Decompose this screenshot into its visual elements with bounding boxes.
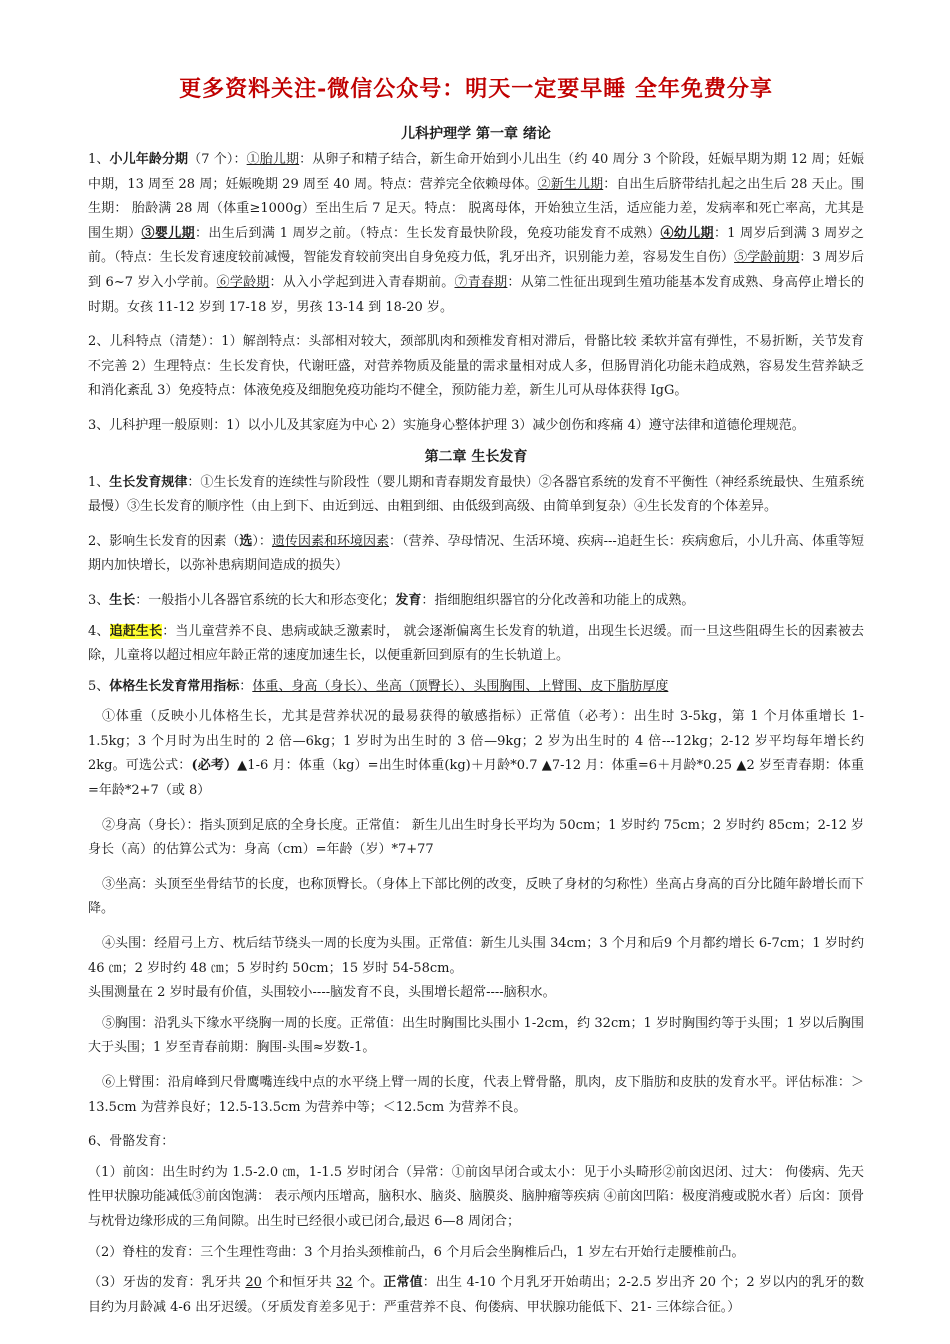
paragraph-growth-indicators: 5、体格生长发育常用指标：体重、身高（身长）、坐高（顶臀长）、头围胸围、上臂围、皮下脂肪厚度 (88, 678, 669, 694)
paragraph-growth-definition: 3、生长：一般指小儿各器官系统的长大和形态变化；发育：指细胞组织器官的分化改善和功能上的成熟。 (88, 592, 695, 608)
chapter-2-title: 第二章 生长发育 (424, 448, 528, 465)
paragraph-height: ②身高（身长）：指头顶到足底的全身长度。正常值： 新生儿出生时身长平均为 50cm；1 岁时约 75cm；2 岁时约 85cm；2-12 岁身长（高）的估算公式为：身高（cm）=年龄（岁）*7+77 (88, 817, 864, 858)
paragraph-fontanelle: （1）前囟：出生时约为 1.5-2.0 ㎝，1-1.5 岁时闭合（异常：①前囟早闭合或太小：见于小头畸形②前囟迟闭、过大： 佝偻病、先天性甲状腺功能减低③前囟饱满： 表示颅内压增高，脑积水、脑炎、脑膜炎、脑肿瘤等疾病 ④前囟凹陷：极度消瘦或脱水者）后囟：顶骨与枕骨边缘形成的三角间隙。出生时已经很小或已闭合,最迟 6—8 周闭合； (88, 1164, 864, 1229)
chapter-1-title: 儿科护理学 第一章 绪论 (401, 126, 551, 142)
paragraph-pediatric-features: 2、儿科特点（清楚）：1）解剖特点：头部相对较大，颈部肌肉和颈椎发育相对滞后，骨骼比较 柔软并富有弹性，不易折断，关节发育不完善 2）生理特点：生长发育快，代谢旺盛，对营养物质及能量的需求量相对成人多，但肠胃消化功能未趋成熟，容易发生营养缺乏和消化紊乱 3）免疫特点：体液免疫及细胞免疫功能均不健全，预防能力差，新生儿可从母体获得 IgG。 (88, 334, 864, 399)
paragraph-head-circumference: ④头围：经眉弓上方、枕后结节绕头一周的长度为头围。正常值：新生儿头围 34cm；3 个月和后9 个月都约增长 6-7cm；1 岁时约 46 ㎝；2 岁时约 48 ㎝；5 岁时约 50cm；15 岁时 54-58cm。 (88, 936, 864, 976)
paragraph-chest-circumference: ⑤胸围：沿乳头下缘水平绕胸一周的长度。正常值：出生时胸围比头围小 1-2cm，约 32cm；1 岁时胸围约等于头围；1 岁以后胸围大于头围；1 岁至青春前期：胸围-头围≈岁数-1。 (88, 1015, 864, 1056)
paragraph-head-measurement: 头围测量在 2 岁时最有价值，头围较小----脑发育不良，头围增长超常----脑积水。 (88, 985, 556, 1001)
paragraph-nursing-principles: 3、儿科护理一般原则：1）以小儿及其家庭为中心 2）实施身心整体护理 3）减少创伤和疼痛 4）遵守法律和道德伦理规范。 (88, 417, 805, 433)
promo-banner: 更多资料关注-微信公众号：明天一定要早睡 全年免费分享 (179, 76, 773, 102)
paragraph-spine: （2）脊柱的发育：三个生理性弯曲：3 个月抬头颈椎前凸，6 个月后会坐胸椎后凸，1 岁左右开始行走腰椎前凸。 (88, 1244, 745, 1260)
paragraph-growth-factors: 2、影响生长发育的因素（选）：遗传因素和环境因素：（营养、孕母情况、生活环境、疾病---追赶生长：疾病愈后，小儿升高、体重等短期内加快增长，以弥补患病期间造成的损失） (88, 533, 864, 574)
paragraph-age-stages: 1、小儿年龄分期（7 个）：①胎儿期：从卵子和精子结合，新生命开始到小儿出生（约 40 周分 3 个阶段，妊娠早期为期 12 周；妊娠中期，13 周至 28 周；妊娠晚期 29 周至 40 周。特点：营养完全依赖母体。②新生儿期：自出生后脐带结扎起之出生后 28 天止。围生期： 胎龄满 28 周（体重≥1000g）至出生后 7 足天。特点： 脱离母体，开始独立生活，适应能力差，发病率和死亡率高，尤其是围生期）③婴儿期：出生后到满 1 周岁之前。（特点：生长发育最快阶段，免疫功能发育不成熟）④幼儿期：1 周岁后到满 3 周岁之前。（特点：生长发育速度较前减慢，智能发育较前突出自身免疫力低，乳牙出齐，识别能力差，容易发生自伤）⑤学龄前期：3 周岁后到 6~7 岁入小学前。⑥学龄期：从入小学起到进入青春期前。⑦青春期：从第二性征出现到生殖功能基本发育成熟、身高停止增长的时期。女孩 11-12 岁到 17-18 岁，男孩 13-14 到 18-20 岁。 (88, 152, 864, 315)
paragraph-bone-development: 6、骨骼发育： (88, 1134, 175, 1150)
paragraph-weight: ①体重（反映小儿体格生长，尤其是营养状况的最易获得的敏感指标）正常值（必考）：出生时 3-5kg，第 1 个月体重增长 1-1.5kg；3 个月时为出生时的 2 倍—6kg；1 岁时为出生时的 3 倍—9kg；2 岁为出生时的 4 倍---12kg；2-12 岁平均每年增长约 2kg。可选公式：(必考）▲1-6 月：体重（kg）=出生时体重(kg)＋月龄*0.7 ▲7-12 月：体重=6＋月龄*0.25 ▲2 岁至青春期：体重=年龄*2+7（或 8） (88, 709, 864, 799)
paragraph-teeth: （3）牙齿的发育：乳牙共 20 个和恒牙共 32 个。正常值：出生 4-10 个月乳牙开始萌出；2-2.5 岁出齐 20 个；2 岁以内的乳牙的数目约为月龄减 4-6 出牙迟缓。（牙质发育差多见于：严重营养不良、佝偻病、甲状腺功能低下、21- 三体综合征。） (88, 1275, 864, 1315)
paragraph-upper-arm: ⑥上臂围：沿肩峰到尺骨鹰嘴连线中点的水平绕上臂一周的长度，代表上臂骨骼，肌肉，皮下脂肪和皮肤的发育水平。评估标准：＞13.5cm 为营养良好；12.5-13.5cm 为营养中等；＜12.5cm 为营养不良。 (88, 1075, 864, 1115)
paragraph-growth-rules: 1、生长发育规律：①生长发育的连续性与阶段性（婴儿期和青春期发育最快）②各器官系统的发育不平衡性（神经系统最快、生殖系统最慢）③生长发育的顺序性（由上到下、由近到远、由粗到细、由低级到高级、由简单到复杂）④生长发育的个体差异。 (88, 474, 864, 515)
paragraph-sitting-height: ③坐高：头顶至坐骨结节的长度，也称顶臀长。（身体上下部比例的改变，反映了身材的匀称性）坐高占身高的百分比随年龄增长而下降。 (88, 876, 864, 917)
highlighted-term: 追赶生长 (109, 623, 163, 639)
paragraph-catch-up-growth: 4、追赶生长：当儿童营养不良、患病或缺乏激素时， 就会逐渐偏离生长发育的轨道，出现生长迟缓。而一旦这些阻碍生长的因素被去除，儿童将以超过相应年龄正常的速度加速生长，以便重新回到原有的生长轨道上。 (88, 623, 864, 664)
